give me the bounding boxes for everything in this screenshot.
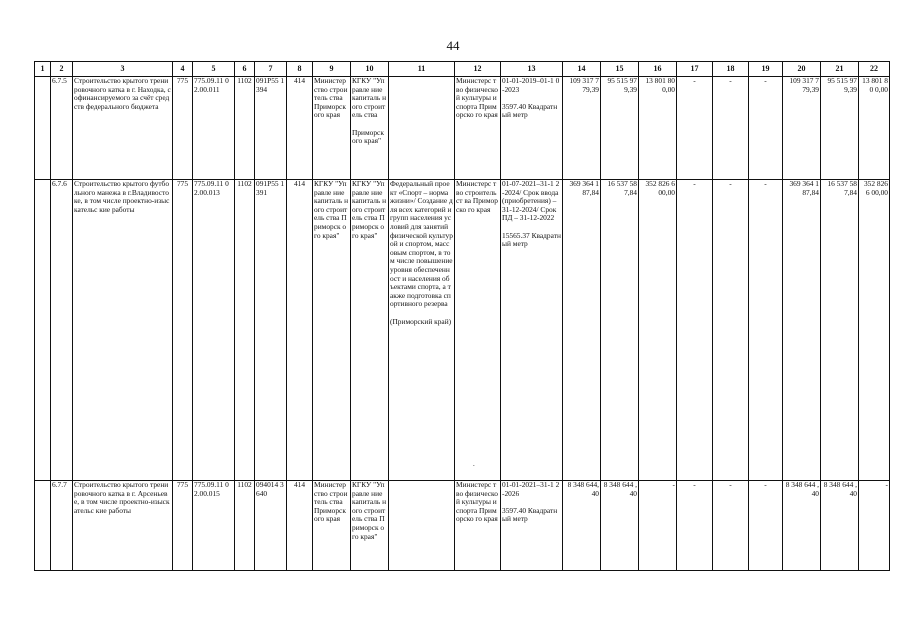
table-cell-col-8: 414 bbox=[287, 180, 313, 481]
table-cell-col-4: 775 bbox=[173, 180, 193, 481]
table-cell-col-4: 775 bbox=[173, 77, 193, 180]
table-cell-col-15: 95 515 97 9,39 bbox=[601, 77, 639, 180]
column-header-13: 13 bbox=[501, 62, 563, 77]
table-cell-col-19: - bbox=[749, 180, 783, 481]
column-header-22: 22 bbox=[859, 62, 890, 77]
table-cell-col-20: 369 364 1 87,84 bbox=[783, 180, 821, 481]
table-cell-col-14: 369 364 1 87,84 bbox=[563, 180, 601, 481]
table-cell-col-13: 01-01-2021–31-1 2-2026 3597.40 Квадратный метр bbox=[501, 481, 563, 571]
table-cell-col-16: - bbox=[639, 481, 677, 571]
table-cell-col-18: - bbox=[713, 180, 749, 481]
column-header-1: 1 bbox=[35, 62, 51, 77]
table-cell-col-11 bbox=[389, 481, 455, 571]
table-cell-col-2: 6.7.7 bbox=[51, 481, 73, 571]
table-cell-col-14: 109 317 7 79,39 bbox=[563, 77, 601, 180]
column-header-9: 9 bbox=[313, 62, 351, 77]
table-cell-col-10: КГКУ "Управле ние капиталь ного строитель ства Приморск ого края" bbox=[351, 481, 389, 571]
budget-table bbox=[34, 61, 890, 571]
table-cell-col-18: - bbox=[713, 481, 749, 571]
column-header-18: 18 bbox=[713, 62, 749, 77]
column-header-6: 6 bbox=[235, 62, 255, 77]
table-cell-col-22: - bbox=[859, 481, 890, 571]
column-header-11: 11 bbox=[389, 62, 455, 77]
table-cell-col-11 bbox=[389, 77, 455, 180]
table-cell-col-17: - bbox=[677, 77, 713, 180]
table-cell-col-21: 95 515 97 9,39 bbox=[821, 77, 859, 180]
column-header-4: 4 bbox=[173, 62, 193, 77]
stray-mark: . bbox=[473, 460, 475, 468]
table-cell-col-21: 16 537 58 7,84 bbox=[821, 180, 859, 481]
table-cell-col-5: 775.09.11 02.00.013 bbox=[193, 180, 235, 481]
table-cell-col-18: - bbox=[713, 77, 749, 180]
table-row bbox=[35, 180, 890, 481]
header-row bbox=[35, 62, 890, 77]
table-cell-col-5: 775.09.11 02.00.015 bbox=[193, 481, 235, 571]
table-cell-col-9: Министер ство строитель ства Приморск ого края bbox=[313, 481, 351, 571]
column-header-3: 3 bbox=[73, 62, 173, 77]
column-header-19: 19 bbox=[749, 62, 783, 77]
table-cell-col-7: 091P55 1394 bbox=[255, 77, 287, 180]
column-header-14: 14 bbox=[563, 62, 601, 77]
table-cell-col-12: Министерс тво физической культуры и спорта Приморско го края bbox=[455, 77, 501, 180]
table-cell-col-1 bbox=[35, 77, 51, 180]
table-cell-col-13: 01-07-2021–31-1 2-2024/ Срок ввода (приобретения) – 31-12-2024/ Срок ПД – 31-12-2022 15565.37 Квадратный метр bbox=[501, 180, 563, 481]
table-cell-col-12: Министерс тво физической культуры и спорта Приморско го края bbox=[455, 481, 501, 571]
table-cell-col-20: 109 317 7 79,39 bbox=[783, 77, 821, 180]
table-cell-col-14: 8 348 644, 40 bbox=[563, 481, 601, 571]
table-cell-col-8: 414 bbox=[287, 481, 313, 571]
table-cell-col-11: Федеральный проект «Спорт – норма жизни»/ Создание для всех категорий и групп населения условий для занятий физической культурой и спортом, массовым спортом, в том числе повышение уровня обеспеченност и населения объектами спорта, а также подготовка спортивного резерва (Приморский край) bbox=[389, 180, 455, 481]
table-cell-col-13: 01-01-2019–01-1 0-2023 3597.40 Квадратный метр bbox=[501, 77, 563, 180]
column-header-16: 16 bbox=[639, 62, 677, 77]
table-cell-col-15: 8 348 644 ,40 bbox=[601, 481, 639, 571]
table-cell-col-2: 6.7.6 bbox=[51, 180, 73, 481]
table-cell-col-12: Министерс тво строительст ва Приморско го края bbox=[455, 180, 501, 481]
table-cell-col-15: 16 537 58 7,84 bbox=[601, 180, 639, 481]
table-cell-col-8: 414 bbox=[287, 77, 313, 180]
table-cell-col-22: 352 826 6 00,00 bbox=[859, 180, 890, 481]
column-header-20: 20 bbox=[783, 62, 821, 77]
table-row bbox=[35, 481, 890, 571]
table-cell-col-2: 6.7.5 bbox=[51, 77, 73, 180]
table-cell-col-10: КГКУ "Управле ние капиталь ного строитель ства Приморск ого края" bbox=[351, 77, 389, 180]
column-header-15: 15 bbox=[601, 62, 639, 77]
column-header-2: 2 bbox=[51, 62, 73, 77]
column-header-8: 8 bbox=[287, 62, 313, 77]
column-header-21: 21 bbox=[821, 62, 859, 77]
column-header-17: 17 bbox=[677, 62, 713, 77]
table-cell-col-1 bbox=[35, 180, 51, 481]
table-row bbox=[35, 77, 890, 180]
table-cell-col-3: Строительство крытого тренировочного катка в г. Арсеньеве, в том числе проектно-изыскательс кие работы bbox=[73, 481, 173, 571]
page-number: 44 bbox=[446, 38, 460, 53]
table-cell-col-6: 1102 bbox=[235, 77, 255, 180]
table-cell-col-10: КГКУ "Управле ние капиталь ного строитель ства Приморск ого края" bbox=[351, 180, 389, 481]
column-header-12: 12 bbox=[455, 62, 501, 77]
table-cell-col-4: 775 bbox=[173, 481, 193, 571]
table-cell-col-3: Строительство крытого тренировочного катка в г. Находка, софинансируемого за счёт средств федерального бюджета bbox=[73, 77, 173, 180]
table-cell-col-9: КГКУ "Управле ние капиталь ного строитель ства Приморск ого края" bbox=[313, 180, 351, 481]
table-cell-col-22: 13 801 80 0,00 bbox=[859, 77, 890, 180]
table-cell-col-5: 775.09.11 02.00.011 bbox=[193, 77, 235, 180]
table-cell-col-21: 8 348 644 ,40 bbox=[821, 481, 859, 571]
table-cell-col-7: 091P55 1391 bbox=[255, 180, 287, 481]
table-cell-col-17: - bbox=[677, 180, 713, 481]
table-cell-col-1 bbox=[35, 481, 51, 571]
table-cell-col-20: 8 348 644 ,40 bbox=[783, 481, 821, 571]
table-cell-col-17: - bbox=[677, 481, 713, 571]
table-cell-col-6: 1102 bbox=[235, 481, 255, 571]
column-header-10: 10 bbox=[351, 62, 389, 77]
table-cell-col-9: Министер ство строитель ства Приморск ого края bbox=[313, 77, 351, 180]
table-cell-col-3: Строительство крытого футбольного манежа в г.Владивостоке, в том числе проектно-изыскательс кие работы bbox=[73, 180, 173, 481]
table-cell-col-6: 1102 bbox=[235, 180, 255, 481]
table-cell-col-7: 094014 3640 bbox=[255, 481, 287, 571]
column-header-5: 5 bbox=[193, 62, 235, 77]
table-cell-col-16: 13 801 80 0,00 bbox=[639, 77, 677, 180]
column-header-7: 7 bbox=[255, 62, 287, 77]
table-cell-col-19: - bbox=[749, 77, 783, 180]
table-cell-col-19: - bbox=[749, 481, 783, 571]
table-cell-col-16: 352 826 6 00,00 bbox=[639, 180, 677, 481]
